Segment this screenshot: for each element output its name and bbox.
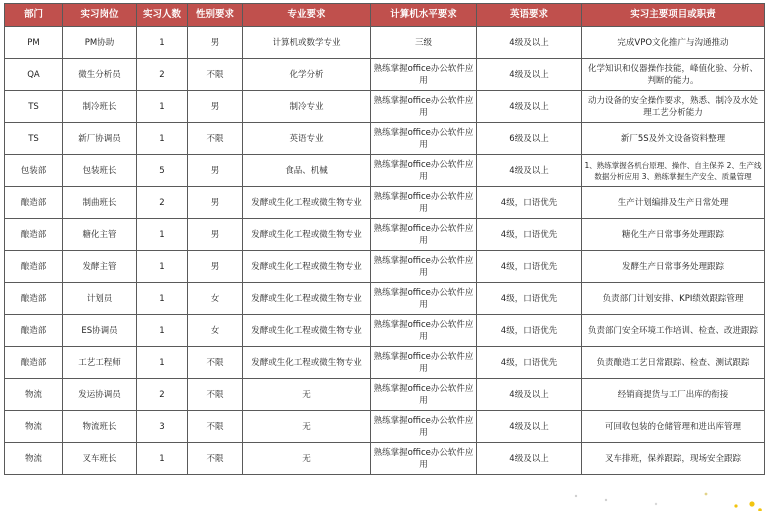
cell-count: 1	[137, 219, 188, 251]
cell-duties: 负责酿造工艺日常跟踪、检查、测试跟踪	[582, 347, 765, 379]
cell-gender: 男	[188, 187, 243, 219]
table-row	[5, 251, 765, 283]
cell-post: 叉车班长	[63, 443, 137, 475]
cell-count: 1	[137, 123, 188, 155]
table-row	[5, 59, 765, 91]
cell-english: 4级，口语优先	[477, 347, 582, 379]
cell-count: 1	[137, 347, 188, 379]
cell-computer: 熟练掌握office办公软件应用	[371, 411, 477, 443]
cell-duties: 负责部门安全环境工作培训、检查、改进跟踪	[582, 315, 765, 347]
header-count: 实习人数	[137, 4, 188, 27]
cell-computer: 三级	[371, 27, 477, 59]
cell-count: 1	[137, 283, 188, 315]
cell-dept: 物流	[5, 443, 63, 475]
cell-post: ES协调员	[63, 315, 137, 347]
cell-post: 计划员	[63, 283, 137, 315]
cell-computer: 熟练掌握office办公软件应用	[371, 251, 477, 283]
cell-english: 4级，口语优先	[477, 315, 582, 347]
table-row	[5, 347, 765, 379]
table-row	[5, 379, 765, 411]
cell-computer: 熟练掌握office办公软件应用	[371, 219, 477, 251]
cell-computer: 熟练掌握office办公软件应用	[371, 59, 477, 91]
cell-post: 发运协调员	[63, 379, 137, 411]
cell-gender: 男	[188, 251, 243, 283]
cell-computer: 熟练掌握office办公软件应用	[371, 443, 477, 475]
cell-major: 发酵或生化工程或微生物专业	[243, 347, 371, 379]
header-row	[5, 4, 765, 27]
header-computer: 计算机水平要求	[371, 4, 477, 27]
cell-dept: TS	[5, 123, 63, 155]
cell-count: 1	[137, 251, 188, 283]
cell-computer: 熟练掌握office办公软件应用	[371, 347, 477, 379]
header-duties: 实习主要项目或职责	[582, 4, 765, 27]
cell-post: 工艺工程师	[63, 347, 137, 379]
cell-count: 5	[137, 155, 188, 187]
cell-post: 糖化主管	[63, 219, 137, 251]
cell-dept: 物流	[5, 379, 63, 411]
cell-dept: 酿造部	[5, 251, 63, 283]
cell-count: 2	[137, 59, 188, 91]
cell-computer: 熟练掌握office办公软件应用	[371, 155, 477, 187]
cell-dept: 酿造部	[5, 315, 63, 347]
cell-gender: 男	[188, 27, 243, 59]
cell-duties: 动力设备的安全操作要求，熟悉、制冷及水处理工艺分析能力	[582, 91, 765, 123]
cell-major: 无	[243, 379, 371, 411]
cell-english: 6级及以上	[477, 123, 582, 155]
table-row	[5, 411, 765, 443]
cell-major: 发酵或生化工程或微生物专业	[243, 315, 371, 347]
cell-computer: 熟练掌握office办公软件应用	[371, 91, 477, 123]
cell-dept: PM	[5, 27, 63, 59]
decorative-dots-icon	[566, 466, 766, 511]
cell-count: 2	[137, 379, 188, 411]
table-row	[5, 283, 765, 315]
table-row	[5, 91, 765, 123]
cell-dept: 酿造部	[5, 219, 63, 251]
cell-dept: QA	[5, 59, 63, 91]
cell-count: 1	[137, 91, 188, 123]
cell-dept: TS	[5, 91, 63, 123]
internship-table	[4, 3, 765, 475]
cell-post: 物流班长	[63, 411, 137, 443]
cell-count: 1	[137, 315, 188, 347]
cell-duties: 生产计划编排及生产日常处理	[582, 187, 765, 219]
cell-major: 计算机或数学专业	[243, 27, 371, 59]
cell-english: 4级，口语优先	[477, 283, 582, 315]
cell-dept: 酿造部	[5, 187, 63, 219]
header-major: 专业要求	[243, 4, 371, 27]
cell-english: 4级及以上	[477, 59, 582, 91]
cell-gender: 不限	[188, 59, 243, 91]
cell-count: 1	[137, 27, 188, 59]
cell-major: 无	[243, 411, 371, 443]
cell-computer: 熟练掌握office办公软件应用	[371, 315, 477, 347]
cell-post: 微生分析员	[63, 59, 137, 91]
cell-computer: 熟练掌握office办公软件应用	[371, 379, 477, 411]
cell-post: 包装班长	[63, 155, 137, 187]
header-english: 英语要求	[477, 4, 582, 27]
cell-english: 4级及以上	[477, 443, 582, 475]
cell-computer: 熟练掌握office办公软件应用	[371, 123, 477, 155]
cell-duties: 化学知识和仪器操作技能，峰值化验、分析、判断的能力。	[582, 59, 765, 91]
cell-major: 英语专业	[243, 123, 371, 155]
cell-english: 4级及以上	[477, 411, 582, 443]
cell-post: 制冷班长	[63, 91, 137, 123]
cell-dept: 酿造部	[5, 347, 63, 379]
cell-duties: 经销商提货与工厂出库的衔接	[582, 379, 765, 411]
cell-english: 4级及以上	[477, 379, 582, 411]
header-gender: 性别要求	[188, 4, 243, 27]
cell-english: 4级及以上	[477, 27, 582, 59]
table-row	[5, 155, 765, 187]
cell-gender: 男	[188, 155, 243, 187]
cell-duties: 糖化生产日常事务处理跟踪	[582, 219, 765, 251]
cell-english: 4级及以上	[477, 91, 582, 123]
cell-gender: 不限	[188, 443, 243, 475]
cell-english: 4级，口语优先	[477, 219, 582, 251]
cell-gender: 不限	[188, 347, 243, 379]
cell-duties: 完成VPO文化推广与沟通推动	[582, 27, 765, 59]
cell-duties: 1、熟练掌握各机台原理、操作、自主保养 2、生产线数据分析应用 3、熟练掌握生产安全、质量管理	[582, 155, 765, 187]
cell-count: 3	[137, 411, 188, 443]
header-post: 实习岗位	[63, 4, 137, 27]
cell-computer: 熟练掌握office办公软件应用	[371, 283, 477, 315]
cell-gender: 男	[188, 91, 243, 123]
cell-english: 4级，口语优先	[477, 187, 582, 219]
cell-duties: 发酵生产日常事务处理跟踪	[582, 251, 765, 283]
header-dept: 部门	[5, 4, 63, 27]
cell-gender: 不限	[188, 379, 243, 411]
cell-dept: 物流	[5, 411, 63, 443]
cell-english: 4级，口语优先	[477, 251, 582, 283]
cell-post: 制曲班长	[63, 187, 137, 219]
cell-dept: 酿造部	[5, 283, 63, 315]
table-row	[5, 27, 765, 59]
table-row	[5, 315, 765, 347]
cell-dept: 包装部	[5, 155, 63, 187]
cell-duties: 负责部门计划安排、KPI绩效跟踪管理	[582, 283, 765, 315]
internship-table-sheet	[4, 3, 764, 475]
table-row	[5, 123, 765, 155]
cell-english: 4级及以上	[477, 155, 582, 187]
cell-gender: 男	[188, 219, 243, 251]
cell-duties: 叉车排班，保养跟踪，现场安全跟踪	[582, 443, 765, 475]
cell-major: 发酵或生化工程或微生物专业	[243, 251, 371, 283]
cell-count: 1	[137, 443, 188, 475]
cell-duties: 可回收包装的仓储管理和进出库管理	[582, 411, 765, 443]
table-row	[5, 187, 765, 219]
cell-gender: 不限	[188, 123, 243, 155]
cell-post: PM协助	[63, 27, 137, 59]
cell-major: 无	[243, 443, 371, 475]
cell-major: 食品、机械	[243, 155, 371, 187]
cell-major: 发酵或生化工程或微生物专业	[243, 187, 371, 219]
cell-count: 2	[137, 187, 188, 219]
cell-major: 制冷专业	[243, 91, 371, 123]
cell-computer: 熟练掌握office办公软件应用	[371, 187, 477, 219]
cell-post: 新厂协调员	[63, 123, 137, 155]
cell-gender: 不限	[188, 411, 243, 443]
cell-major: 发酵或生化工程或微生物专业	[243, 219, 371, 251]
cell-major: 化学分析	[243, 59, 371, 91]
table-row	[5, 219, 765, 251]
cell-major: 发酵或生化工程或微生物专业	[243, 283, 371, 315]
cell-gender: 女	[188, 315, 243, 347]
cell-gender: 女	[188, 283, 243, 315]
cell-duties: 新厂5S及外文设备资料整理	[582, 123, 765, 155]
cell-post: 发酵主管	[63, 251, 137, 283]
